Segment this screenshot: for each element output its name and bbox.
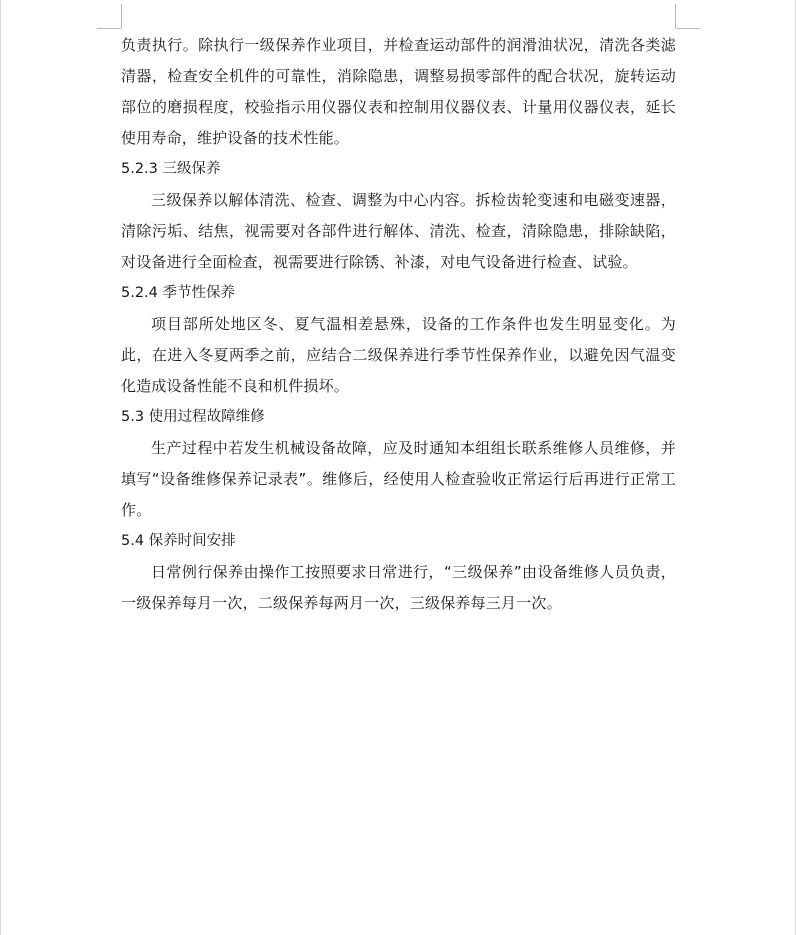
- paragraph-seasonal-maintenance: 项目部所处地区冬、夏气温相差悬殊，设备的工作条件也发生明显变化。为此，在进入冬夏两季之前，应结合二级保养进行季节性保养作业，以避免因气温变化造成设备性能不良和机件损坏。: [121, 315, 676, 395]
- section-heading-5-2-3: 5.2.3 三级保养: [121, 161, 221, 177]
- page-edge-left: [0, 0, 1, 935]
- paragraph-third-level-maintenance: 三级保养以解体清洗、检查、调整为中心内容。拆检齿轮变速和电磁变速器，清除污垢、结焦，视需要对各部件进行解体、清洗、检查，清除隐患，排除缺陷，对设备进行全面检查，视需要进行除锈、补漆，对电气设备进行检查、试验。: [121, 191, 676, 271]
- paragraph-continued: 负责执行。除执行一级保养作业项目，并检查运动部件的润滑油状况，清洗各类滤清器，检查安全机件的可靠性，消除隐患，调整易损零部件的配合状况，旋转运动部位的磨损程度，校验指示用仪器仪表和控制用仪器仪表、计量用仪器仪表，延长使用寿命，维护设备的技术性能。: [121, 36, 676, 147]
- paragraph-fault-repair: 生产过程中若发生机械设备故障，应及时通知本组组长联系维修人员维修，并填写“设备维修保养记录表”。维修后，经使用人检查验收正常运行后再进行正常工作。: [121, 439, 676, 519]
- paragraph-maintenance-schedule: 日常例行保养由操作工按照要求日常进行，“三级保养”由设备维修人员负责，一级保养每月一次，二级保养每两月一次，三级保养每三月一次。: [121, 563, 676, 612]
- crop-mark-top-right-horizontal: [676, 28, 700, 29]
- crop-mark-top-left-vertical: [121, 4, 122, 28]
- section-heading-5-3: 5.3 使用过程故障维修: [121, 409, 265, 425]
- crop-mark-top-left-horizontal: [97, 28, 121, 29]
- document-body[interactable]: [121, 30, 676, 619]
- crop-mark-top-right-vertical: [675, 4, 676, 28]
- section-heading-5-2-4: 5.2.4 季节性保养: [121, 285, 236, 301]
- section-heading-5-4: 5.4 保养时间安排: [121, 533, 236, 549]
